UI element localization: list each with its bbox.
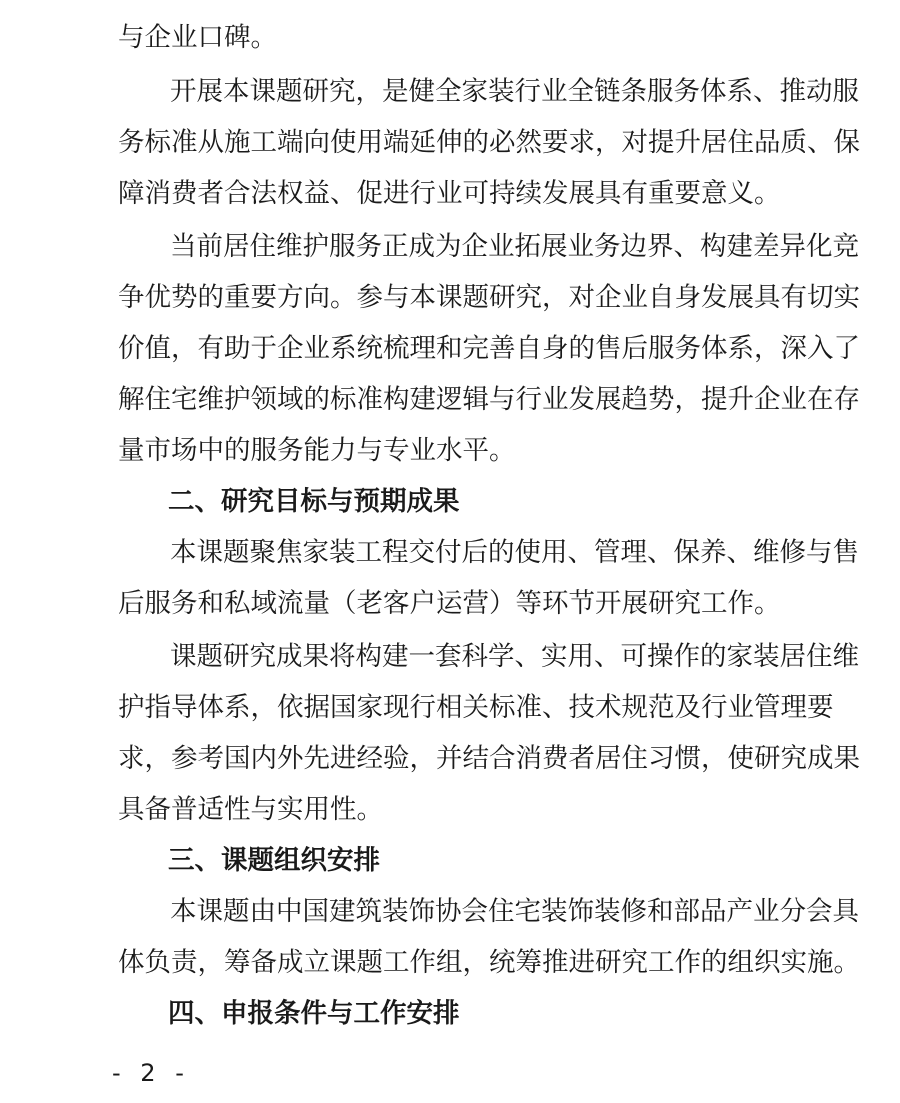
paragraph-line: 价值，有助于企业系统梳理和完善自身的售后服务体系，深入了 xyxy=(118,333,860,364)
paragraph-line: 当前居住维护服务正成为企业拓展业务边界、构建差异化竞 xyxy=(170,231,859,262)
page-number: - 2 - xyxy=(112,1059,190,1087)
section-heading-3: 三、课题组织安排 xyxy=(168,845,380,876)
paragraph-line: 本课题聚焦家装工程交付后的使用、管理、保养、维修与售 xyxy=(170,537,859,568)
paragraph-line: 课题研究成果将构建一套科学、实用、可操作的家装居住维 xyxy=(170,641,859,672)
paragraph-line: 具备普适性与实用性。 xyxy=(118,794,383,825)
paragraph-line: 争优势的重要方向。参与本课题研究，对企业自身发展具有切实 xyxy=(118,282,860,313)
paragraph-line: 护指导体系，依据国家现行相关标准、技术规范及行业管理要 xyxy=(118,692,834,723)
paragraph-line: 开展本课题研究，是健全家装行业全链条服务体系、推动服 xyxy=(170,76,859,107)
paragraph-line: 解住宅维护领域的标准构建逻辑与行业发展趋势，提升企业在存 xyxy=(118,384,860,415)
paragraph-line: 障消费者合法权益、促进行业可持续发展具有重要意义。 xyxy=(118,178,781,209)
paragraph-line: 与企业口碑。 xyxy=(118,22,277,53)
paragraph-line: 量市场中的服务能力与专业水平。 xyxy=(118,435,516,466)
paragraph-line: 体负责，筹备成立课题工作组，统筹推进研究工作的组织实施。 xyxy=(118,947,860,978)
section-heading-4: 四、申报条件与工作安排 xyxy=(168,998,460,1029)
section-heading-2: 二、研究目标与预期成果 xyxy=(168,486,460,517)
paragraph-line: 后服务和私域流量（老客户运营）等环节开展研究工作。 xyxy=(118,588,781,619)
paragraph-line: 务标准从施工端向使用端延伸的必然要求，对提升居住品质、保 xyxy=(118,127,860,158)
paragraph-line: 本课题由中国建筑装饰协会住宅装饰装修和部品产业分会具 xyxy=(170,896,859,927)
paragraph-line: 求，参考国内外先进经验，并结合消费者居住习惯，使研究成果 xyxy=(118,743,860,774)
